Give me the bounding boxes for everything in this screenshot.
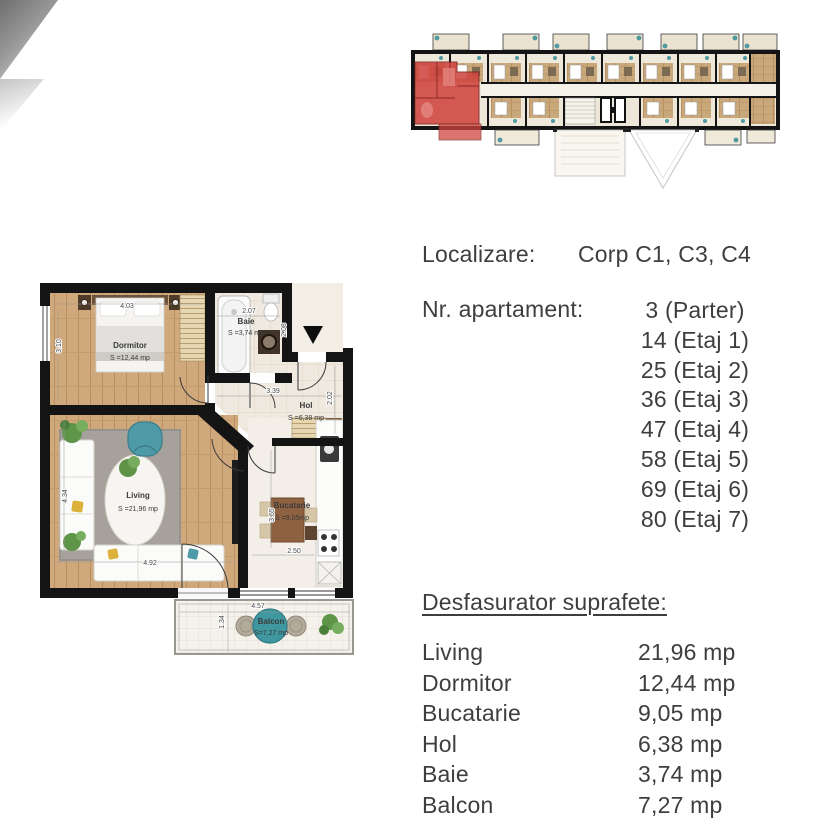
living-dim-width: 4.92 (143, 560, 157, 567)
hol-dim-width: 3.39 (266, 388, 280, 395)
room-value: 3,74 mp (638, 761, 723, 787)
hol-dim-height: 2.02 (327, 391, 334, 405)
page-corner-fold (0, 0, 58, 79)
toilet (263, 294, 279, 321)
apartment-number-item: 69 (Etaj 6) (640, 475, 750, 502)
dormitor-area: S =12,44 mp (110, 355, 150, 362)
dormitor-label: Dormitor (113, 341, 147, 350)
balcony-table (253, 609, 287, 643)
building-corridor (481, 84, 776, 96)
wardrobe (180, 295, 205, 361)
apartment-number-item: 80 (Etaj 7) (640, 505, 750, 532)
balcon-label: Balcon (257, 617, 285, 626)
apartment-number-item: 25 (Etaj 2) (640, 356, 750, 383)
suprafete-table (422, 637, 762, 820)
dormitor-dim-height: 3.10 (56, 339, 63, 353)
suprafete-row (422, 637, 762, 668)
page-corner-fold-shadow (0, 79, 44, 131)
apartment-floor-plan (30, 268, 362, 664)
apartament-label: Nr. apartament: (422, 296, 584, 322)
suprafete-row (422, 729, 762, 760)
baie-area: S =3,74 mp (228, 330, 264, 337)
bucatarie-dim-height: 3.65 (269, 508, 276, 522)
room-label: Dormitor (422, 669, 512, 696)
apartment-number-item: 47 (Etaj 4) (640, 416, 750, 443)
coffee-table (105, 455, 165, 545)
apartment-number-list (610, 296, 780, 534)
living-label: Living (126, 491, 150, 500)
armchair (128, 422, 162, 456)
localizare-value: Corp C1, C3, C4 (578, 241, 752, 267)
room-label: Baie (422, 761, 469, 787)
baie-dim-width: 2.07 (242, 308, 256, 315)
suprafete-row (422, 668, 762, 699)
suprafete-row (422, 759, 762, 790)
entrance-alcove-floor (292, 283, 343, 352)
localizare-label: Localizare: (422, 241, 536, 267)
baie-label: Baie (237, 317, 255, 326)
hol-label: Hol (299, 401, 313, 410)
living-area: S =21,96 mp (118, 506, 158, 513)
room-label: Balcon (422, 791, 494, 818)
balcon-dim-width: 4.57 (251, 603, 265, 610)
apartment-number-item: 3 (Parter) (645, 297, 745, 323)
suprafete-row (422, 790, 762, 820)
hol-area: S =6,38 mp (288, 415, 324, 422)
tv (232, 460, 238, 544)
building-top-balconies (433, 34, 777, 50)
building-floor-plan (403, 6, 788, 196)
balcon-area: S=7,27 mp (253, 630, 289, 637)
building-stair-core (565, 98, 625, 124)
apartment-number-item: 58 (Etaj 5) (640, 445, 750, 472)
room-value: 12,44 mp (638, 669, 736, 696)
balcon-dim-height: 1.34 (219, 615, 226, 629)
room-label: Hol (422, 730, 458, 757)
room-label: Bucatarie (422, 700, 521, 726)
dormitor-dim-width: 4.03 (120, 303, 134, 310)
room-value: 9,05 mp (638, 700, 723, 726)
bucatarie-area: S =9,05mp (274, 515, 310, 522)
building-entrance-structures (553, 128, 699, 188)
room-value: 21,96 mp (638, 639, 736, 665)
room-value: 7,27 mp (638, 791, 723, 818)
living-dim-height: 4.34 (62, 489, 69, 503)
bucatarie-label: Bucatarie (273, 501, 311, 510)
suprafete-row (422, 698, 762, 729)
baie-dim-height: 2.08 (281, 323, 288, 337)
room-label: Living (422, 639, 484, 665)
apartment-number-item: 36 (Etaj 3) (640, 386, 750, 413)
bucatarie-dim-width: 2.50 (287, 548, 301, 555)
room-value: 6,38 mp (638, 730, 723, 757)
apartment-number-item: 14 (Etaj 1) (640, 326, 750, 353)
suprafete-title: Desfasurator suprafete: (422, 589, 667, 615)
